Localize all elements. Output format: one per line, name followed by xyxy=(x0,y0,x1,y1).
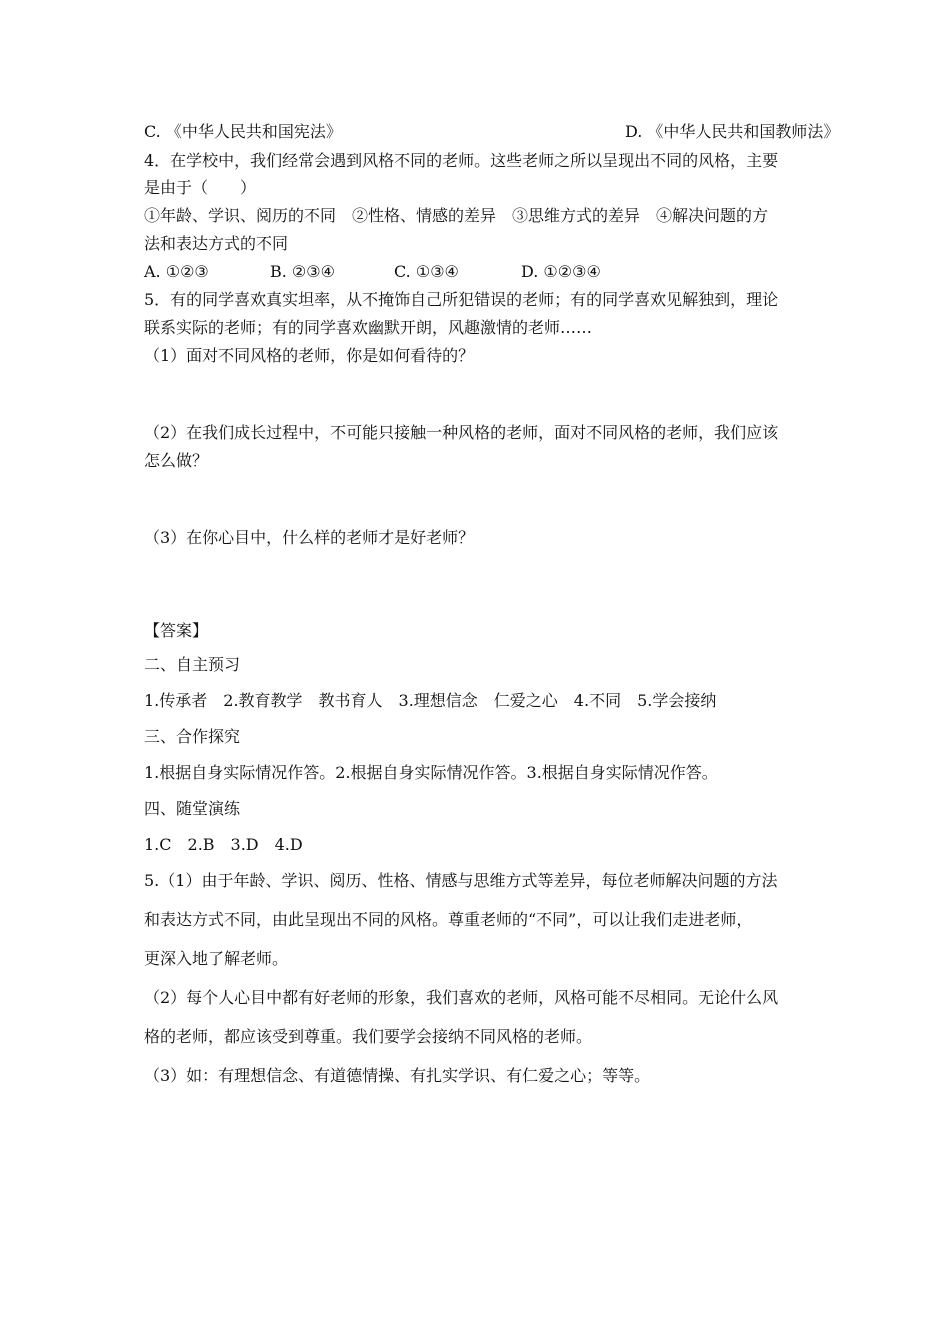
q4-option-c: C. ①③④ xyxy=(394,262,459,281)
answers-heading: 【答案】 xyxy=(144,621,209,640)
q4-stem-line2: 是由于（ ） xyxy=(144,178,257,197)
answers-sec3-title: 三、合作探究 xyxy=(144,727,241,746)
answer5-part3: （3）如：有理想信念、有道德情操、有扎实学识、有仁爱之心；等等。 xyxy=(144,1066,651,1085)
q3-options-row xyxy=(144,122,840,142)
q5-sub2-line2: 怎么做？ xyxy=(144,451,209,470)
q5-sub1: （1）面对不同风格的老师，你是如何看待的？ xyxy=(144,346,475,365)
answer5-part2-line2: 格的老师，都应该受到尊重。我们要学会接纳不同风格的老师。 xyxy=(144,1027,593,1046)
answer5-part1-line1: 5.（1）由于年龄、学识、阅历、性格、情感与思维方式等差异，每位老师解决问题的方法 xyxy=(144,871,778,890)
q4-stem-line1: 4．在学校中，我们经常会遇到风格不同的老师。这些老师之所以呈现出不同的风格，主要 xyxy=(144,151,779,170)
answers-sec3-body: 1.根据自身实际情况作答。2.根据自身实际情况作答。3.根据自身实际情况作答。 xyxy=(144,763,718,782)
answer5-part1-line3: 更深入地了解老师。 xyxy=(144,949,289,968)
answers-sec2-title: 二、自主预习 xyxy=(144,655,241,674)
answers-sec4-body: 1.C 2.B 3.D 4.D xyxy=(144,835,303,854)
answers-sec2-body: 1.传承者 2.教育教学 教书育人 3.理想信念 仁爱之心 4.不同 5.学会接纳 xyxy=(144,691,717,710)
q5-sub2-line1: （2）在我们成长过程中，不可能只接触一种风格的老师，面对不同风格的老师，我们应该 xyxy=(144,423,779,442)
answer5-part2-line1: （2）每个人心目中都有好老师的形象，我们喜欢的老师，风格可能不尽相同。无论什么风 xyxy=(144,988,779,1007)
q4-option-b: B. ②③④ xyxy=(270,262,335,281)
q4-items-line2: 法和表达方式的不同 xyxy=(144,234,289,253)
q4-option-a: A. ①②③ xyxy=(144,262,209,281)
q3-option-d: D. 《中华人民共和国教师法》 xyxy=(625,122,840,141)
q5-stem-line1: 5．有的同学喜欢真实坦率，从不掩饰自己所犯错误的老师；有的同学喜欢见解独到，理论 xyxy=(144,290,779,309)
q4-option-d: D. ①②③④ xyxy=(521,262,601,281)
answers-sec4-title: 四、随堂演练 xyxy=(144,799,241,818)
q3-option-c: C. 《中华人民共和国宪法》 xyxy=(144,122,342,141)
q5-stem-line2: 联系实际的老师；有的同学喜欢幽默开朗，风趣激情的老师…… xyxy=(144,318,593,337)
q5-sub3: （3）在你心目中，什么样的老师才是好老师？ xyxy=(144,528,475,547)
q4-options-row xyxy=(144,262,601,282)
q4-items-line1: ①年龄、学识、阅历的不同 ②性格、情感的差异 ③思维方式的差异 ④解决问题的方 xyxy=(144,206,769,225)
answer5-part1-line2: 和表达方式不同，由此呈现出不同的风格。尊重老师的“不同”，可以让我们走进老师， xyxy=(144,910,753,929)
